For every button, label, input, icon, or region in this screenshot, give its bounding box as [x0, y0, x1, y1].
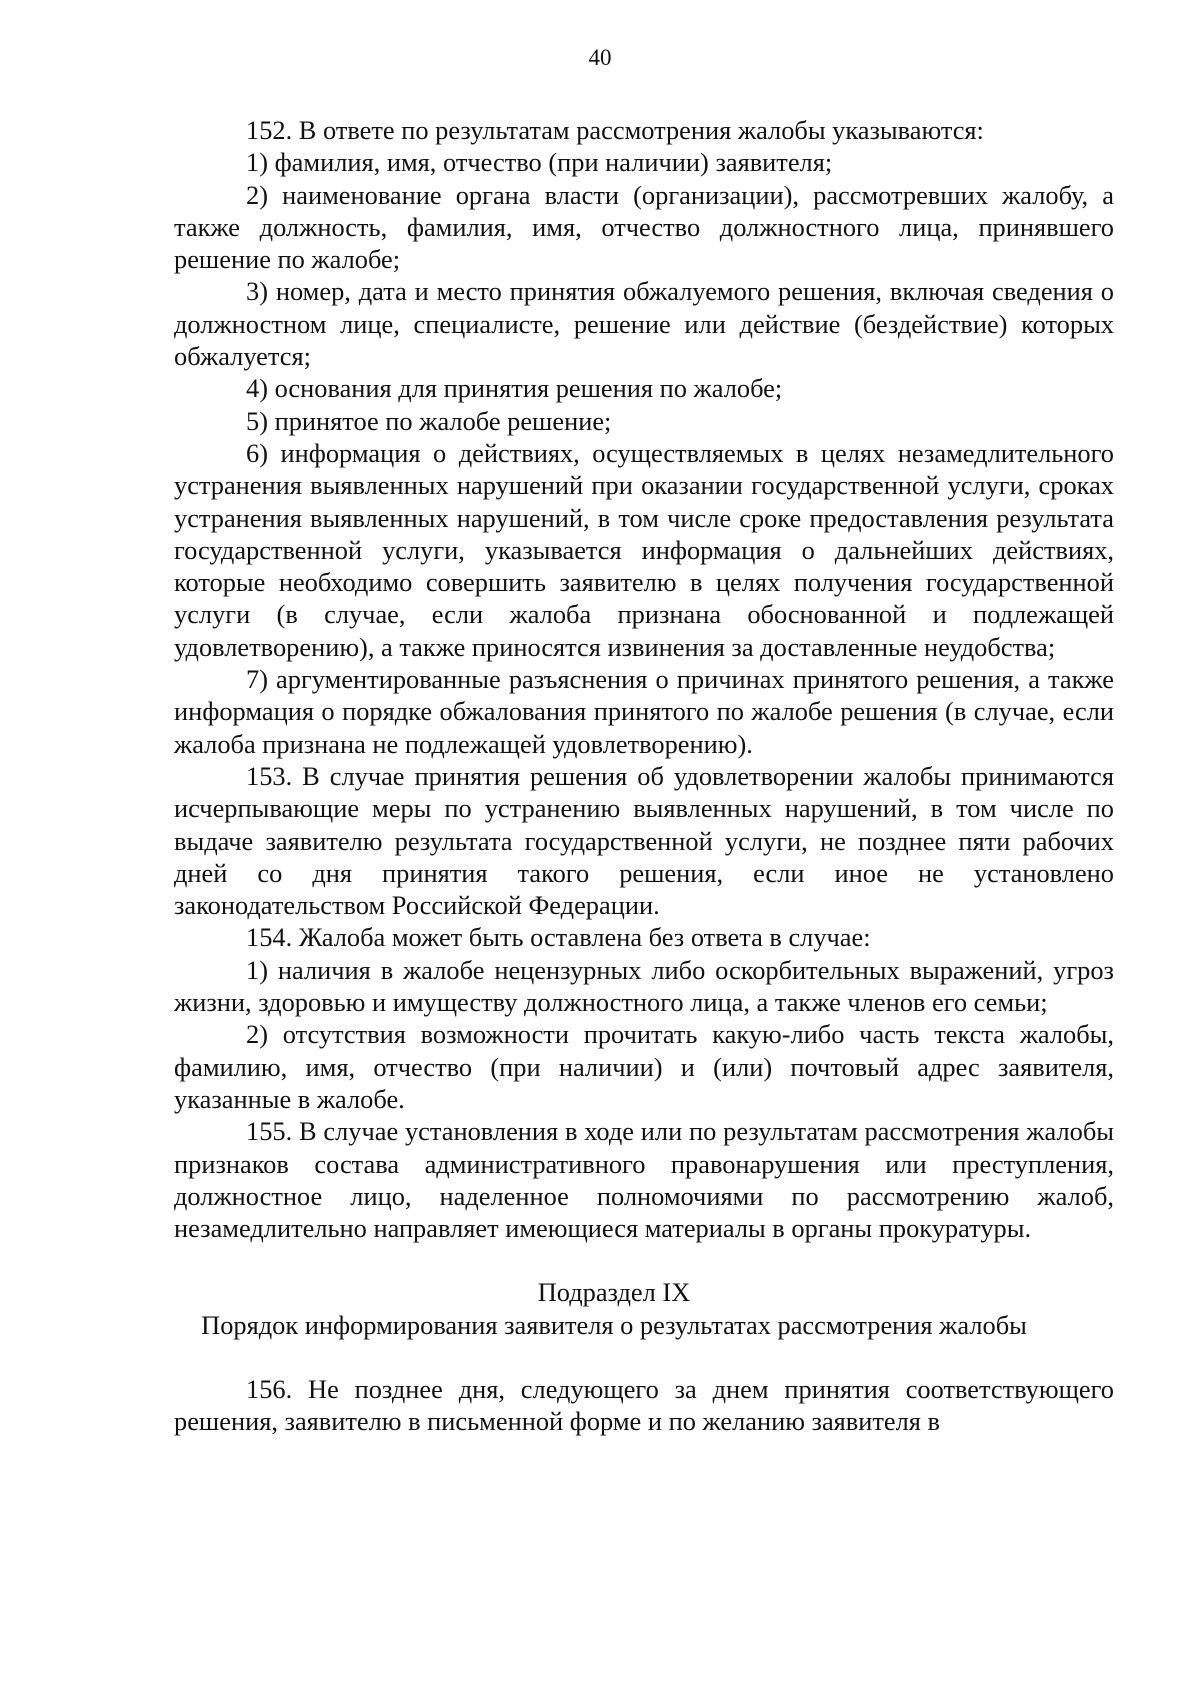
subsection-title: Порядок информирования заявителя о результатах рассмотрения жалобы [201, 1309, 1027, 1340]
paragraph-152-item-4: 4) основания для принятия решения по жалобе; [246, 373, 783, 404]
paragraph-152-item-5: 5) принятое по жалобе решение; [246, 405, 612, 436]
paragraph-152-item-6: 6) информация о действиях, осуществляемых в целях незамедлительного устранения выявленных нарушений при оказании государственной услуги, сроках устранения выявленных нарушений, в том числе сроке предоставления результата государственной услуги, указывается информация о дальнейших действиях, которые необходимо совершить заявителю в целях получения государственной услуги (в случае, если жалоба признана обоснованной и подлежащей удовлетворению), а также приносятся извинения за доставленные неудобства; [174, 437, 1114, 662]
paragraph-152-item-7: 7) аргументированные разъяснения о причинах принятого решения, а также информация о порядке обжалования принятого по жалобе решения (в случае, если жалоба признана не подлежащей удовлетворению). [174, 664, 1114, 759]
paragraphs-before-section [174, 114, 1114, 1244]
page-number: 40 [588, 45, 612, 70]
document-body [174, 114, 1114, 1438]
paragraph-152: 152. В ответе по результатам рассмотрения жалобы указываются: [246, 115, 984, 145]
paragraph-154: 154. Жалоба может быть оставлена без ответа в случае: [246, 922, 871, 953]
paragraph-154-item-2: 2) отсутствия возможности прочитать какую-либо часть текста жалобы, фамилию, имя, отчество (при наличии) и (или) почтовый адрес заявителя, указанные в жалобе. [174, 1019, 1114, 1114]
paragraph-155: 155. В случае установления в ходе или по результатам рассмотрения жалобы признаков состава административного правонарушения или преступления, должностное лицо, наделенное полномочиями по рассмотрению жалоб, незамедлительно направляет имеющиеся материалы в органы прокуратуры. [174, 1116, 1114, 1244]
paragraph-152-item-2: 2) наименование органа власти (организации), рассмотревших жалобу, а также должность, фамилия, имя, отчество должностного лица, принявшего решение по жалобе; [174, 179, 1114, 275]
paragraphs-after-section [174, 1373, 1114, 1438]
subsection-heading [174, 1276, 1114, 1341]
paragraph-156: 156. Не позднее дня, следующего за днем принятия соответствующего решения, заявителю в письменной форме и по желанию заявителя в [174, 1373, 1114, 1437]
paragraph-152-item-3: 3) номер, дата и место принятия обжалуемого решения, включая сведения о должностном лице, специалисте, решение или действие (бездействие) которых обжалуется; [174, 276, 1114, 372]
paragraph-153: 153. В случае принятия решения об удовлетворении жалобы принимаются исчерпывающие меры по устранению выявленных нарушений, в том числе по выдаче заявителю результата государственной услуги, не позднее пяти рабочих дней со дня принятия такого решения, если иное не установлено законодательством Российской Федерации. [174, 760, 1114, 921]
paragraph-152-item-1: 1) фамилия, имя, отчество (при наличии) заявителя; [246, 147, 833, 178]
subsection-label: Подраздел IX [537, 1277, 691, 1308]
paragraph-154-item-1: 1) наличия в жалобе нецензурных либо оскорбительных выражений, угроз жизни, здоровью и имуществу должностного лица, а также членов его семьи; [174, 954, 1114, 1018]
